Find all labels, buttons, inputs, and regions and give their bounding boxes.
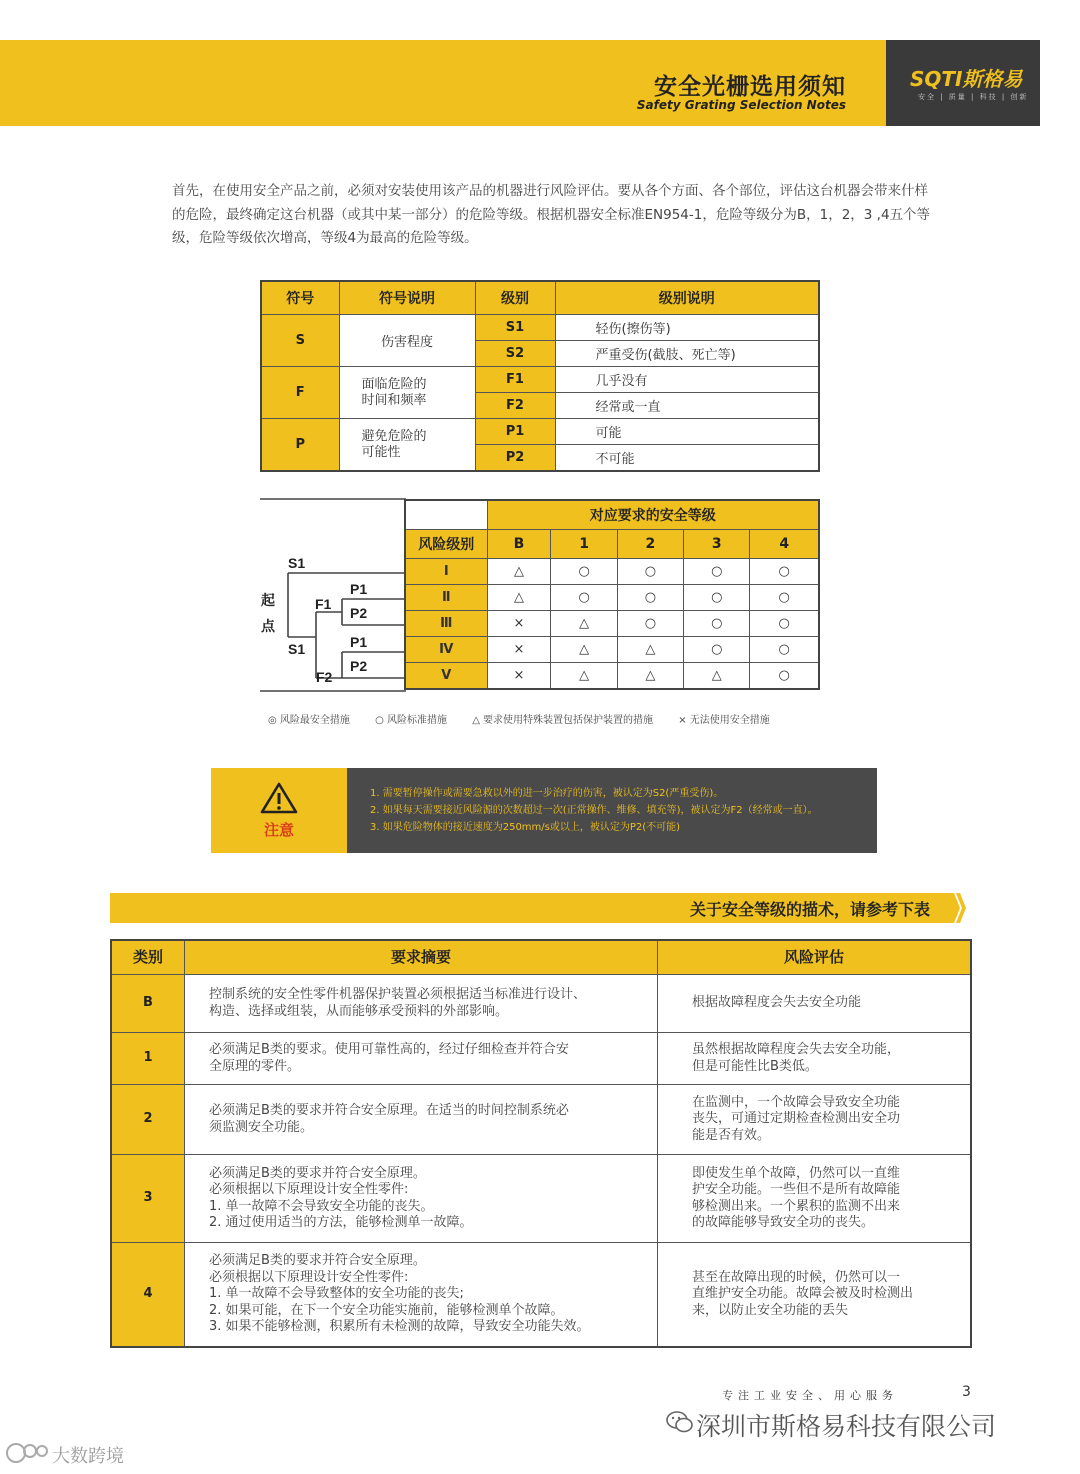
risk-cell: ○ [551,585,617,611]
legend-item: △ 要求使用特殊装置包括保护装置的措施 [472,715,654,726]
header-cell: 要求摘要 [185,940,658,975]
table-row [405,585,819,611]
risk-cell: △ [551,611,617,637]
column-header: 2 [617,530,683,559]
branch-label: F2 [316,669,333,685]
header-cell: 风险评估 [658,940,972,975]
risk-graph-tree [258,497,408,693]
risk-cell: △ [684,663,750,690]
symbol-cell: F [261,367,339,419]
branch-label: P2 [350,605,368,621]
page-number: 3 [962,1384,971,1400]
symbol-cell: P [261,419,339,472]
level-code-cell: S1 [475,315,555,341]
category-cell: 2 [111,1085,185,1155]
risk-cell: ○ [684,559,750,585]
category-cell: B [111,975,185,1033]
symbol-desc-cell: 面临危险的 时间和频率 [339,367,475,419]
table-row [405,611,819,637]
evaluation-cell: 在监测中，一个故障会导致安全功能 丧失，可通过定期检查检测出安全功 能是否有效。 [658,1085,972,1155]
level-desc-cell: 不可能 [555,445,819,472]
logo-tagline: 安全 | 质量 | 科技 | 创新 [918,93,1029,101]
evaluation-cell: 甚至在故障出现的时候，仍然可以一 直维护安全功能。故障会被及时检测出 来，以防止安全功能的丢失 [658,1243,972,1347]
legend-item: ◎ 风险最安全措施 [268,715,350,726]
watermark-logo-icon [4,1440,50,1466]
level-desc-cell: 经常或一直 [555,393,819,419]
risk-level: Ⅱ [405,585,487,611]
evaluation-cell: 根据故障程度会失去安全功能 [658,975,972,1033]
category-cell: 1 [111,1033,185,1085]
category-cell: 4 [111,1243,185,1347]
level-header: 风险级别 [405,530,487,559]
page-subtitle: Safety Grating Selection Notes [636,98,846,112]
requirement-cell: 必须满足B类的要求并符合安全原理。 必须根据以下原理设计安全性零件: 1. 单一故障不会导致安全功能的丧失。 2. 通过使用适当的方法，能够检测单一故障。 [185,1155,658,1243]
category-cell: 3 [111,1155,185,1243]
company-logo: SQTI斯格易 [910,67,1023,91]
table-row [111,975,971,1033]
risk-cell: ○ [684,637,750,663]
header-cell: 级别 [475,281,555,315]
start-label: 起 [261,592,275,608]
risk-cell: ○ [617,585,683,611]
symbol-desc-cell: 伤害程度 [339,315,475,367]
warning-icon [259,781,299,815]
risk-cell: △ [487,559,551,585]
requirement-cell: 控制系统的安全性零件机器保护装置必须根据适当标准进行设计、 构造、选择或组装，从而能够承受预料的外部影响。 [185,975,658,1033]
risk-cell: × [487,611,551,637]
header-cell: 类别 [111,940,185,975]
risk-cell: △ [617,663,683,690]
footer-slogan: 专注工业安全、用心服务 [722,1389,898,1402]
risk-level: Ⅴ [405,663,487,690]
risk-cell: ○ [551,559,617,585]
company-name: 深圳市斯格易科技有限公司 [696,1412,997,1441]
risk-cell: ○ [617,559,683,585]
legend-item: × 无法使用安全措施 [678,715,770,726]
caution-note: 1. 需要暂停操作或需要急救以外的进一步治疗的伤害，被认定为S2(严重受伤)。 [370,788,724,799]
level-desc-cell: 严重受伤(截肢、死亡等) [555,341,819,367]
branch-label: P2 [350,658,368,674]
safety-level-table [110,939,972,1348]
branch-label: S1 [288,555,306,571]
risk-cell: △ [617,637,683,663]
start-label: 点 [261,618,275,634]
evaluation-cell: 即使发生单个故障，仍然可以一直维 护安全功能。一些但不是所有故障能 够检测出来。一个累积的监测不出来 的故障能够导致安全功的丧失。 [658,1155,972,1243]
branch-label: P1 [350,581,368,597]
level-desc-cell: 几乎没有 [555,367,819,393]
risk-cell: ○ [750,663,819,690]
section-title: 关于安全等级的描术，请参考下表 [689,900,930,919]
column-header: 3 [684,530,750,559]
risk-cell: ○ [750,611,819,637]
risk-cell: △ [487,585,551,611]
chevron-decoration-icon [946,893,970,923]
column-header: 4 [750,530,819,559]
symbol-table [260,280,820,472]
risk-cell: × [487,663,551,690]
column-header: 1 [551,530,617,559]
watermark-text: 大数跨境 [52,1446,124,1467]
table-row [405,663,819,690]
blank-cell [405,500,487,530]
requirement-cell: 必须满足B类的要求并符合安全原理。在适当的时间控制系统必 须监测安全功能。 [185,1085,658,1155]
risk-cell: △ [551,637,617,663]
table-row [111,1243,971,1347]
legend [268,711,792,726]
evaluation-cell: 虽然根据故障程度会失去安全功能， 但是可能性比B类低。 [658,1033,972,1085]
branch-label: S1 [288,641,306,657]
table-row [405,559,819,585]
risk-cell: ○ [684,611,750,637]
caution-note: 2. 如果每天需要接近风险源的次数超过一次(正常操作、维修、填充等)，被认定为F2（经常或一直）。 [370,805,818,816]
risk-cell: ○ [750,585,819,611]
requirement-cell: 必须满足B类的要求。使用可靠性高的，经过仔细检查并符合安 全原理的零件。 [185,1033,658,1085]
risk-cell: ○ [750,637,819,663]
level-code-cell: F1 [475,367,555,393]
header-cell: 级别说明 [555,281,819,315]
level-code-cell: F2 [475,393,555,419]
risk-cell: ○ [684,585,750,611]
risk-cell: △ [551,663,617,690]
header-cell: 符号说明 [339,281,475,315]
column-header: B [487,530,551,559]
risk-cell: ○ [750,559,819,585]
caution-note: 3. 如果危险物体的接近速度为250mm/s或以上，被认定为P2(不可能) [370,822,681,833]
risk-table-title: 对应要求的安全等级 [487,500,819,530]
risk-level: Ⅲ [405,611,487,637]
risk-level: Ⅰ [405,559,487,585]
requirement-cell: 必须满足B类的要求并符合安全原理。 必须根据以下原理设计安全性零件: 1. 单一故障不会导致整体的安全功能的丧失; 2. 如果可能，在下一个安全功能实施前，能够检测单个故障。 3. 如果不能够检测，积累所有未检测的故障，导致安全功能失效。 [185,1243,658,1347]
caution-label: 注意 [263,821,294,839]
risk-cell: ○ [617,611,683,637]
branch-label: F1 [315,596,332,612]
level-code-cell: P2 [475,445,555,472]
caution-notes [370,785,818,836]
table-row [111,1033,971,1085]
table-row [111,1085,971,1155]
table-row [405,637,819,663]
header-cell: 符号 [261,281,339,315]
wechat-icon [666,1410,694,1434]
level-desc-cell: 轻伤(擦伤等) [555,315,819,341]
symbol-cell: S [261,315,339,367]
page-title: 安全光栅选用须知 [654,74,846,100]
intro-paragraph: 首先，在使用安全产品之前，必须对安装使用该产品的机器进行风险评估。要从各个方面、各个部位，评估这台机器会带来什样的危险，最终确定这台机器（或其中某一部分）的危险等级。根据机器安全标准EN954-1，危险等级分为B，1，2，3 ,4五个等级，危险等级依次增高，等级4为最高的危险等级。 [172,183,931,246]
table-row [111,1155,971,1243]
risk-cell: × [487,637,551,663]
legend-item: ○ 风险标准措施 [375,715,447,726]
level-code-cell: P1 [475,419,555,445]
risk-level-table [404,499,820,690]
level-code-cell: S2 [475,341,555,367]
risk-level: Ⅳ [405,637,487,663]
branch-label: P1 [350,634,368,650]
symbol-desc-cell: 避免危险的 可能性 [339,419,475,472]
level-desc-cell: 可能 [555,419,819,445]
